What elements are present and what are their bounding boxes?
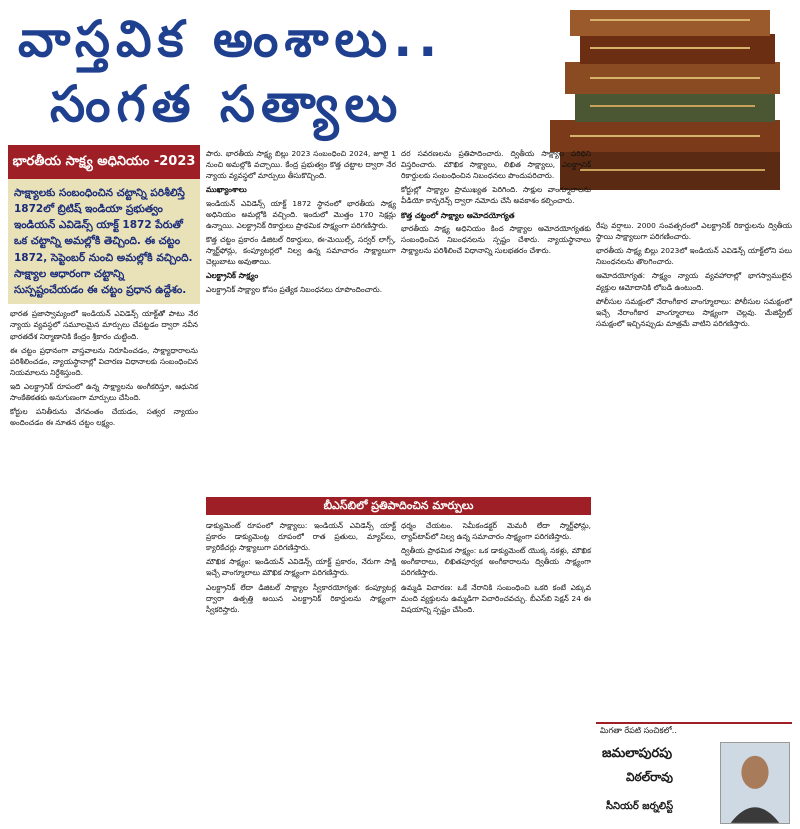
article-paragraph: పోలీసుల సమక్షంలో నేరాంగీకార వాంగ్మూలాలు: పోలీసుల సమక్షంలో ఇచ్చే నేరాంగీకార వాంగ్మూలాలు సాక్ష్యంగా చెల్లవు. మేజిస్ట్రేట్ సమక్షంలో ఇచ్చినప్పుడు మాత్రమే వాటిని పరిగణిస్తారు. bbox=[596, 296, 792, 328]
author-role: సీనియర్ జర్నలిస్ట్ bbox=[606, 801, 674, 812]
article-paragraph: ఆమోదయోగ్యత: సాక్ష్యం న్యాయ వ్యవహారాల్లో భాగస్వాములైన వ్యక్తుల ఆమోదానికి లోబడి ఉంటుంది. bbox=[596, 271, 792, 292]
section-heading: ముఖ్యాంశాలు bbox=[206, 185, 247, 195]
sidebar-paragraph: ఇది ఎలక్ట్రానిక్ రూపంలో ఉన్న సాక్ష్యాలను అంగీకరిస్తూ, ఆధునిక సాంకేతికతకు అనుగుణంగా మార్పులు చేసింది. bbox=[10, 382, 198, 403]
section-heading: కొత్త చట్టంలో సాక్ష్యాల ఆమోదయోగ్యత bbox=[401, 210, 515, 220]
article-paragraph: ధర్మం చేయటం. సెమీకండక్టర్ మెమరీ లేదా స్మార్ట్‌ఫోన్లు, ల్యాప్‌టాప్‌లో నిల్వ ఉన్న సమాచారం సాక్ష్యంగా పరిగణిస్తారు. bbox=[401, 521, 591, 542]
article-paragraph: పారు. భారతీయ సాక్ష్య బిల్లు 2023 సంబంధించి 2024, జూలై 1 నుంచి అమల్లోకి వచ్చాయి. కేంద్ర ప్రభుత్వం కొత్త చట్టాల ద్వారా నేర న్యాయ వ్యవస్థలో మార్పులు తీసుకొచ్చింది. bbox=[206, 149, 396, 181]
sidebar-title: భారతీయ సాక్ష్య అధినియం -2023 bbox=[8, 145, 200, 179]
sidebar-paragraph: కోర్టుల పనితీరును వేగవంతం చేయడం, సత్వర న్యాయం అందించడం ఈ నూతన చట్టం లక్ష్యం. bbox=[10, 407, 198, 428]
author-name-last: విఠల్‌రావు bbox=[626, 770, 674, 784]
article-column-1 bbox=[206, 148, 396, 298]
sidebar-paragraph: ఈ చట్టం ప్రధానంగా వాస్తవాలను నిరూపించడం, సాక్ష్యాధారాలను పరిశీలించడం, న్యాయస్థానాల్లో విచారణ విధానాలకు సంబంధించిన నియమాలను నిర్దేశిస్తుంది. bbox=[10, 345, 198, 377]
sidebar-box bbox=[8, 145, 200, 825]
article-paragraph: కొత్త చట్టం ప్రకారం డిజిటల్ రికార్డులు, ఈ-మెయిల్స్, సర్వర్ లాగ్స్, స్మార్ట్‌ఫోన్లు, కంప్యూటర్లలో నిల్వ ఉన్న సమాచారం సాక్ష్యాలుగా చెల్లుబాటు అవుతాయి. bbox=[206, 235, 396, 267]
article-paragraph: ఎలక్ట్రానిక్ లేదా డిజిటల్ సాక్ష్యాల స్వీకారయోగ్యత: కంప్యూటర్ల ద్వారా ఉత్పత్తి అయిన ఎలక్ట్రానిక్ రికార్డులను సాక్ష్యంగా స్వీకరిస్తారు. bbox=[206, 582, 396, 614]
continued-note: మిగతా రేపటి సంచికలో.. bbox=[600, 726, 677, 735]
article-paragraph: భారతీయ సాక్ష్య బిల్లు 2023లో ఇండియన్ ఎవిడెన్స్ యాక్ట్‌లోని పలు నిబంధనలను తొలగించారు. bbox=[596, 246, 792, 267]
sidebar-body bbox=[8, 304, 200, 435]
headline-line-2: సంగత సత్యాలు bbox=[50, 75, 404, 133]
article-paragraph: మౌఖిక సాక్ష్యం: ఇండియన్ ఎవిడెన్స్ యాక్ట్ ప్రకారం, నేరుగా సాక్షి ఇచ్చే వాంగ్మూలాలు మౌఖిక సాక్ష్యంగా పరిగణిస్తారు. bbox=[206, 557, 396, 578]
article-column-3 bbox=[596, 220, 792, 332]
lower-column-2 bbox=[401, 520, 591, 618]
article-paragraph: ఎలక్ట్రానిక్ సాక్ష్యాల కోసం ప్రత్యేక నిబంధనలు రూపొందించారు. bbox=[206, 284, 383, 294]
article-column-2 bbox=[401, 148, 591, 259]
author-name-first: జమలాపురపు bbox=[602, 746, 673, 761]
section-heading: ఎలక్ట్రానిక్ సాక్ష్యం bbox=[206, 271, 259, 281]
headline-line-1: వాస్తవిక అంశాలు.. bbox=[18, 10, 444, 68]
article-paragraph: భారతీయ సాక్ష్య అధినియం కింద సాక్ష్యాల ఆమోదయోగ్యతకు సంబంధించిన నిబంధనలను స్పష్టం చేశారు. న్యాయస్థానాలు సాక్ష్యాలను పరిశీలించే విధానాన్ని సులభతరం చేశారు. bbox=[401, 223, 591, 256]
sidebar-paragraph: భారత ప్రజాస్వామ్యంలో ఇండియన్ ఎవిడెన్స్ యాక్ట్‌తో పాటు నేర న్యాయ వ్యవస్థలో సమూలమైన మార్పులు చేపట్టడం ద్వారా నవీన భారతదేశ నిర్మాణానికి కేంద్రం శ్రీకారం చుట్టింది. bbox=[10, 309, 198, 341]
article-paragraph: డాక్యుమెంట్ రూపంలో సాక్ష్యాలు: ఇండియన్ ఎవిడెన్స్ యాక్ట్ ప్రకారం డాక్యుమెంట్ల రూపంలో రాత ప్రతులు, మ్యాప్‌లు, క్యారికేచర్లు సాక్ష్యాలుగా పరిగణిస్తారు. bbox=[206, 521, 396, 553]
article-paragraph: ఇండియన్ ఎవిడెన్స్ యాక్ట్ 1872 స్థానంలో భారతీయ సాక్ష్య అధినియం అమల్లోకి వచ్చింది. ఇందులో మొత్తం 170 సెక్షన్లు ఉన్నాయి. ఎలక్ట్రానిక్ రికార్డులు ప్రాథమిక సాక్ష్యంగా పరిగణిస్తారు. bbox=[206, 198, 396, 230]
article-paragraph: దర సవరణలను ప్రతిపాదించారు. ద్వితీయ సాక్ష్యాల పరిధిని విస్తరించారు. మౌఖిక సాక్ష్యాలు, లిఖిత సాక్ష్యాలు, ఎలక్ట్రానిక్ రికార్డులకు సంబంధించిన నిబంధనలు పొందుపరిచారు. bbox=[401, 149, 591, 181]
author-photo bbox=[720, 742, 790, 824]
section-band-title: బీఎస్‌బిలో ప్రతిపాదించిన మార్పులు bbox=[206, 497, 591, 515]
author-byline bbox=[596, 722, 792, 825]
article-paragraph: కోర్టుల్లో సాక్ష్యాల ప్రాముఖ్యత పెరిగింది. సాక్షుల వాంగ్మూలాలను వీడియో కాన్ఫరెన్స్ ద్వారా నమోదు చేసే అవకాశం కల్పించారు. bbox=[401, 185, 591, 206]
lower-column-1 bbox=[206, 520, 396, 618]
article-paragraph: రేపు వర్షాలు. 2000 సంవత్సరంలో ఎలక్ట్రానిక్ రికార్డులను ద్వితీయ స్థాయి సాక్ష్యాలుగా పరిగణించారు. bbox=[596, 221, 792, 242]
article-paragraph: ద్వితీయ ప్రాథమిక సాక్ష్యం: ఒక డాక్యుమెంట్ యొక్క నకళ్లు, మౌఖిక అంగీకారాలు, లిఖితపూర్వక అంగీకారాలను ద్వితీయ సాక్ష్యంగా పరిగణిస్తారు. bbox=[401, 546, 591, 578]
article-paragraph: ఉమ్మడి విచారణ: ఒకే నేరానికి సంబంధించి ఒకరి కంటే ఎక్కువ మంది వ్యక్తులను ఉమ్మడిగా విచారించవచ్చు. బీఎస్‌బి సెక్షన్ 24 ఈ విషయాన్ని స్పష్టం చేసింది. bbox=[401, 582, 591, 614]
sidebar-lead: సాక్ష్యాలకు సంబంధించిన చట్టాన్ని పరిశీలిస్తే 1872లో బ్రిటిష్ ఇండియా ప్రభుత్వం ఇండియన్ ఎవిడెన్స్ యాక్ట్ 1872 పేరుతో ఒక చట్టాన్ని అమల్లోకి తెచ్చింది. ఈ చట్టం 1872, సెప్టెంబర్ నుంచి అమల్లోకి వచ్చింది. సాక్ష్యాల ఆధారంగా చట్టాన్ని సుస్పష్టంచేయడం ఈ చట్టం ప్రధాన ఉద్దేశం. bbox=[8, 179, 200, 305]
